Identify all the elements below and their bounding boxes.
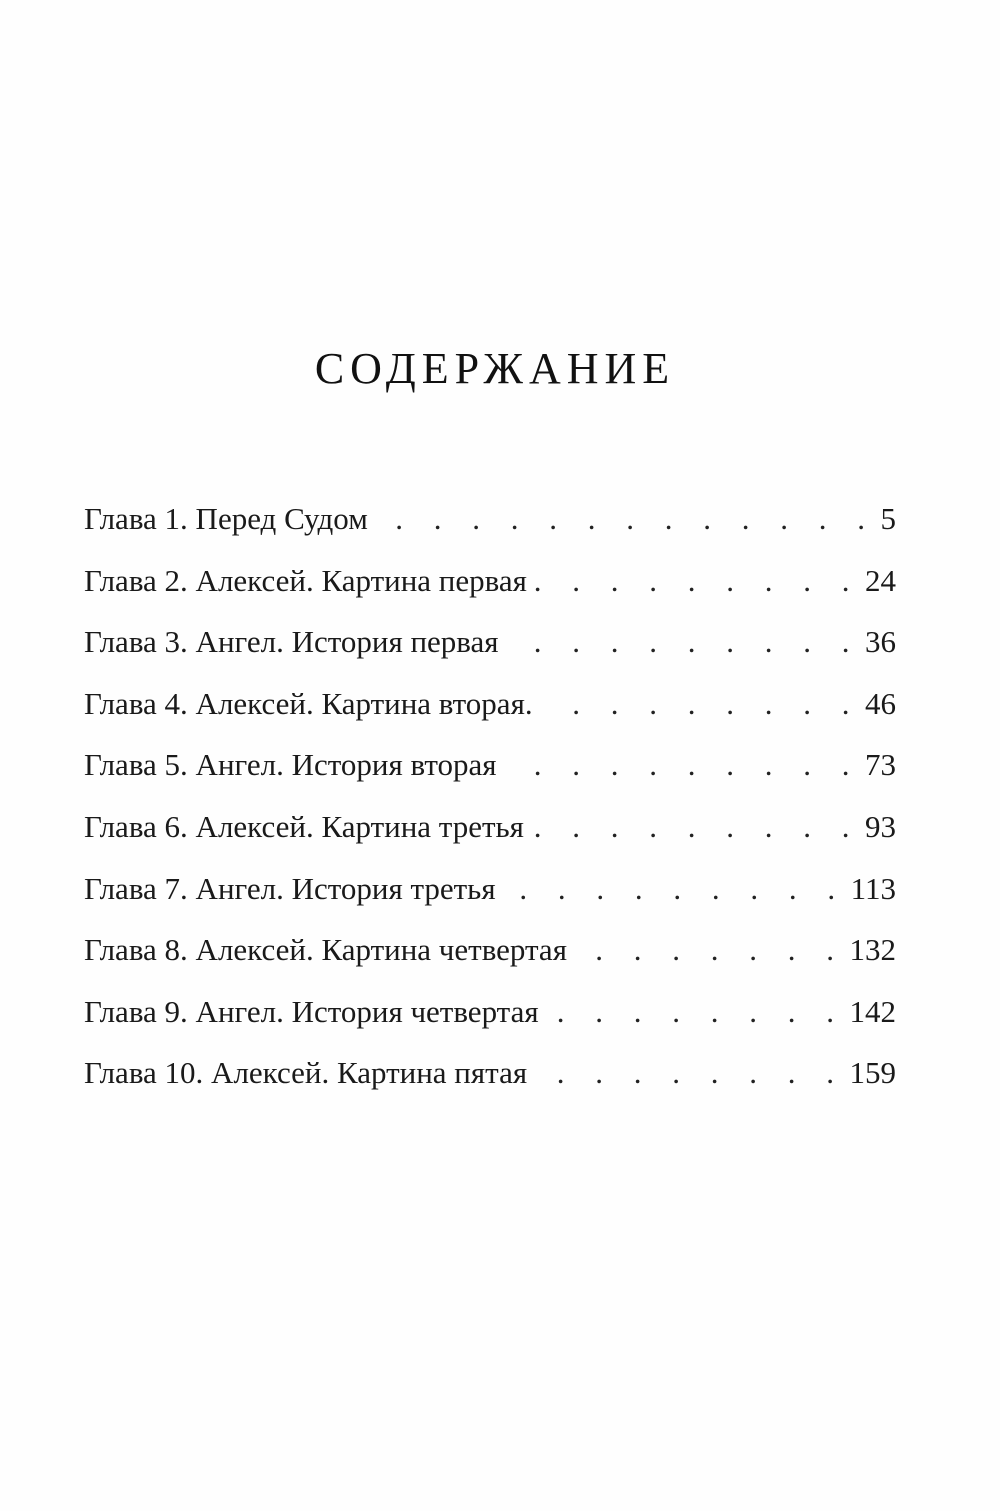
toc-entry-page-number: 24 (865, 562, 896, 598)
toc-entry-label: Глава 5. Ангел. История вторая (84, 747, 497, 783)
dot-leader (532, 796, 861, 858)
toc-entry-page-number: 46 (865, 685, 896, 721)
toc-entry-page-number: 159 (849, 1055, 896, 1091)
toc-entry (84, 488, 896, 550)
toc-entry-label: Глава 7. Ангел. История третья (84, 870, 496, 906)
dot-leader (535, 550, 861, 612)
toc-entry-label: Глава 3. Ангел. История первая (84, 624, 499, 660)
dot-leader (504, 734, 861, 796)
toc-entry-page-number: 73 (865, 747, 896, 783)
toc-entry-page-number: 142 (849, 993, 896, 1029)
toc-entry (84, 673, 896, 735)
toc-entry (84, 796, 896, 858)
toc-entry-page-number: 5 (880, 501, 896, 536)
toc-entry (84, 1042, 896, 1104)
toc-entry (84, 734, 896, 796)
toc-entry-page-number: 132 (849, 932, 896, 968)
table-of-contents (84, 488, 896, 1104)
toc-entry-page-number: 36 (865, 624, 896, 660)
toc-entry-page-number: 93 (865, 808, 896, 844)
toc-entry (84, 550, 896, 612)
toc-entry-label: Глава 9. Ангел. История четвертая (84, 993, 539, 1029)
toc-entry-label: Глава 4. Алексей. Картина вторая. (84, 685, 533, 721)
dot-leader (507, 611, 861, 673)
toc-entry (84, 981, 896, 1043)
toc-entry-label: Глава 10. Алексей. Картина пятая (84, 1055, 528, 1091)
toc-entry-label: Глава 1. Перед Судом (84, 501, 368, 536)
toc-entry-label: Глава 8. Алексей. Картина четвертая (84, 932, 567, 968)
dot-leader (541, 673, 861, 735)
toc-entry-label: Глава 2. Алексей. Картина первая (84, 562, 527, 598)
dot-leader (535, 1042, 845, 1104)
dot-leader (504, 858, 847, 920)
toc-entry (84, 611, 896, 673)
toc-entry-page-number: 113 (850, 870, 896, 906)
dot-leader (376, 488, 877, 550)
dot-leader (547, 981, 846, 1043)
toc-entry-label: Глава 6. Алексей. Картина третья (84, 808, 524, 844)
toc-entry (84, 919, 896, 981)
dot-leader (575, 919, 846, 981)
page-title: СОДЕРЖАНИЕ (314, 344, 676, 393)
toc-entry (84, 858, 896, 920)
